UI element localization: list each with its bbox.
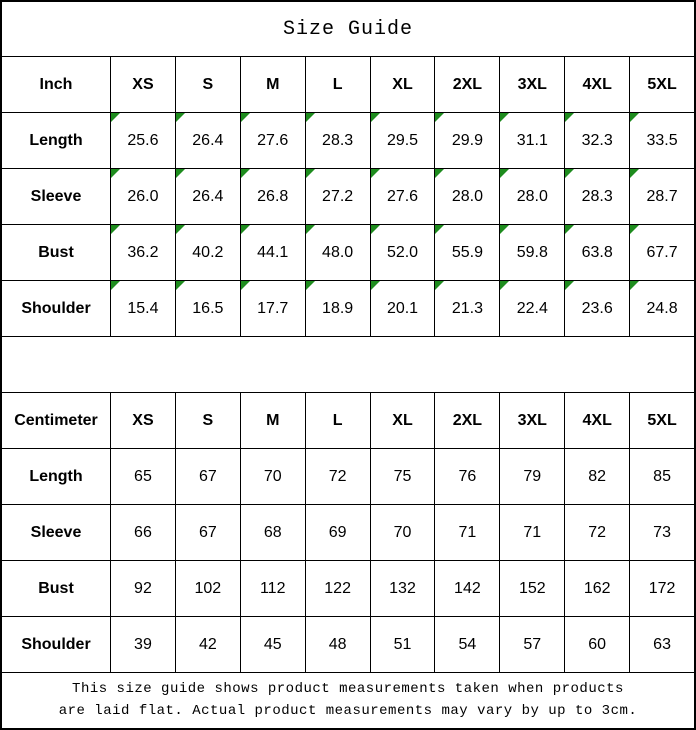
measurement-cell <box>370 505 435 560</box>
measurement-cell-text: 26.4 <box>192 187 224 205</box>
measurement-cell-text: 17.7 <box>257 299 289 317</box>
measurement-cell-text: 152 <box>518 579 546 597</box>
measurement-cell <box>305 225 370 280</box>
measurement-cell-text: 15.4 <box>127 299 159 317</box>
flag-triangle-icon <box>630 169 639 178</box>
size-column-header <box>110 393 175 448</box>
footer-note <box>2 672 694 728</box>
flag-triangle-icon <box>371 225 380 234</box>
flag-triangle-icon <box>176 169 185 178</box>
measurement-cell <box>175 225 240 280</box>
measurement-cell-text: 28.7 <box>646 187 678 205</box>
measurement-cell-text: 42 <box>198 635 217 653</box>
measurement-cell-text: 72 <box>588 523 607 541</box>
size-column-header-text: 2XL <box>452 411 483 429</box>
size-column-header <box>240 393 305 448</box>
flag-triangle-icon <box>565 169 574 178</box>
measurement-cell <box>629 113 694 168</box>
size-column-header-text: S <box>202 75 214 93</box>
size-column-header <box>434 393 499 448</box>
size-column-header <box>305 57 370 112</box>
measurement-cell <box>305 561 370 616</box>
measurement-cell-text: 36.2 <box>127 243 159 261</box>
measurement-cell <box>305 505 370 560</box>
measurement-cell-text: 73 <box>653 523 671 541</box>
flag-triangle-icon <box>306 281 315 290</box>
measurement-cell-text: 52.0 <box>386 243 419 261</box>
flag-triangle-icon <box>241 113 250 122</box>
measurement-cell <box>499 169 564 224</box>
size-column-header-text: XS <box>132 411 154 429</box>
measurement-cell-text: 67 <box>198 523 217 541</box>
measurement-cell-text: 27.2 <box>322 187 354 205</box>
measurement-cell-text: 70 <box>263 467 282 485</box>
measurement-row <box>2 280 694 336</box>
title-row <box>2 2 694 56</box>
measurement-cell-text: 23.6 <box>581 299 613 317</box>
measurement-cell <box>110 617 175 672</box>
measurement-cell-text: 79 <box>523 467 542 485</box>
measurement-cell <box>110 505 175 560</box>
flag-triangle-icon <box>500 281 509 290</box>
size-column-header <box>499 57 564 112</box>
measurement-cell <box>305 449 370 504</box>
measurement-cell-text: 69 <box>328 523 347 541</box>
row-label <box>2 169 110 224</box>
measurement-cell <box>629 617 694 672</box>
measurement-cell <box>564 225 629 280</box>
size-column-header <box>175 393 240 448</box>
measurement-cell-text: 54 <box>458 635 477 653</box>
flag-triangle-icon <box>630 113 639 122</box>
measurement-cell-text: 71 <box>523 523 542 541</box>
measurement-cell <box>564 561 629 616</box>
flag-triangle-icon <box>241 169 250 178</box>
measurement-row <box>2 224 694 280</box>
measurement-cell-text: 142 <box>454 579 481 597</box>
measurement-cell-text: 29.5 <box>386 131 419 149</box>
size-column-header-text: 3XL <box>517 75 547 93</box>
measurement-cell-text: 63.8 <box>581 243 613 261</box>
measurement-cell-text: 40.2 <box>192 243 224 261</box>
size-column-header-text: L <box>332 411 343 429</box>
measurement-cell-text: 85 <box>653 467 671 485</box>
measurement-cell <box>370 225 435 280</box>
measurement-cell-text: 92 <box>134 579 152 597</box>
measurement-cell-text: 16.5 <box>192 299 224 317</box>
flag-triangle-icon <box>630 281 639 290</box>
unit-label-text: Inch <box>39 75 73 93</box>
size-column-header <box>370 393 435 448</box>
measurement-row <box>2 560 694 616</box>
flag-triangle-icon <box>435 281 444 290</box>
flag-triangle-icon <box>565 281 574 290</box>
row-label-text: Bust <box>38 579 74 597</box>
measurement-cell-text: 172 <box>648 579 676 597</box>
measurement-cell <box>110 281 175 336</box>
measurement-cell-text: 28.0 <box>451 187 483 205</box>
measurement-cell <box>629 225 694 280</box>
measurement-cell-text: 28.3 <box>322 131 354 149</box>
measurement-cell-text: 63 <box>653 635 671 653</box>
measurement-cell-text: 25.6 <box>127 131 159 149</box>
measurement-cell-text: 60 <box>588 635 607 653</box>
row-label-text: Sleeve <box>30 523 82 541</box>
flag-triangle-icon <box>111 281 120 290</box>
size-column-header-text: M <box>266 411 280 429</box>
measurement-cell-text: 28.0 <box>516 187 548 205</box>
size-column-header <box>629 57 694 112</box>
measurement-cell-text: 76 <box>458 467 477 485</box>
unit-label-text: Centimeter <box>14 411 98 429</box>
measurement-cell <box>564 449 629 504</box>
measurement-cell <box>434 449 499 504</box>
row-label <box>2 449 110 504</box>
flag-triangle-icon <box>500 169 509 178</box>
measurement-cell <box>499 225 564 280</box>
measurement-cell <box>110 169 175 224</box>
measurement-cell <box>499 113 564 168</box>
footer-note-line1: This size guide shows product measurements taken when products <box>72 680 624 697</box>
measurement-cell <box>175 113 240 168</box>
measurement-cell <box>629 281 694 336</box>
unit-label <box>2 57 110 112</box>
measurement-cell <box>370 617 435 672</box>
flag-triangle-icon <box>371 113 380 122</box>
measurement-cell <box>629 449 694 504</box>
measurement-cell <box>175 617 240 672</box>
flag-triangle-icon <box>500 225 509 234</box>
flag-triangle-icon <box>565 113 574 122</box>
measurement-cell <box>240 617 305 672</box>
measurement-cell <box>305 281 370 336</box>
measurement-cell-text: 67.7 <box>646 243 678 261</box>
flag-triangle-icon <box>435 225 444 234</box>
measurement-cell-text: 112 <box>259 579 286 597</box>
measurement-cell-text: 48 <box>328 635 347 653</box>
measurement-cell <box>434 505 499 560</box>
size-column-header-text: M <box>266 75 280 93</box>
size-column-header <box>629 393 694 448</box>
row-label <box>2 561 110 616</box>
measurement-row <box>2 112 694 168</box>
flag-triangle-icon <box>176 225 185 234</box>
size-column-header-text: XL <box>392 75 413 93</box>
measurement-cell <box>629 561 694 616</box>
measurement-cell-text: 65 <box>134 467 152 485</box>
size-column-header <box>370 57 435 112</box>
measurement-row <box>2 168 694 224</box>
flag-triangle-icon <box>306 113 315 122</box>
size-column-header-text: 5XL <box>647 75 677 93</box>
measurement-cell <box>305 169 370 224</box>
measurement-cell <box>175 281 240 336</box>
measurement-cell <box>305 617 370 672</box>
measurement-cell-text: 55.9 <box>451 243 483 261</box>
size-column-header <box>175 57 240 112</box>
measurement-cell-text: 31.1 <box>516 131 548 149</box>
flag-triangle-icon <box>111 225 120 234</box>
measurement-cell-text: 162 <box>583 579 611 597</box>
measurement-cell-text: 26.0 <box>127 187 159 205</box>
measurement-cell <box>499 281 564 336</box>
measurement-cell-text: 27.6 <box>386 187 419 205</box>
measurement-cell-text: 82 <box>588 467 607 485</box>
measurement-cell-text: 32.3 <box>581 131 613 149</box>
measurement-cell <box>175 561 240 616</box>
size-column-header-text: 3XL <box>517 411 547 429</box>
measurement-cell-text: 20.1 <box>386 299 419 317</box>
measurement-cell-text: 22.4 <box>516 299 548 317</box>
flag-triangle-icon <box>630 225 639 234</box>
flag-triangle-icon <box>435 169 444 178</box>
size-column-header-text: XL <box>392 411 413 429</box>
measurement-cell <box>240 113 305 168</box>
measurement-cell-text: 71 <box>458 523 477 541</box>
measurement-cell <box>434 561 499 616</box>
measurement-cell <box>499 449 564 504</box>
flag-triangle-icon <box>306 225 315 234</box>
measurement-cell-text: 122 <box>324 579 351 597</box>
footer-note-line2: are laid flat. Actual product measurements may vary by up to 3cm. <box>58 702 638 719</box>
measurement-cell <box>110 449 175 504</box>
measurement-cell <box>564 281 629 336</box>
measurement-cell <box>370 449 435 504</box>
measurement-cell <box>434 617 499 672</box>
size-column-header <box>305 393 370 448</box>
flag-triangle-icon <box>176 113 185 122</box>
size-column-header <box>434 57 499 112</box>
measurement-cell-text: 132 <box>389 579 416 597</box>
flag-triangle-icon <box>500 113 509 122</box>
measurement-cell <box>564 617 629 672</box>
flag-triangle-icon <box>176 281 185 290</box>
measurement-cell-text: 48.0 <box>322 243 354 261</box>
measurement-cell <box>564 113 629 168</box>
measurement-cell-text: 72 <box>328 467 347 485</box>
measurement-cell <box>240 281 305 336</box>
measurement-cell-text: 70 <box>393 523 412 541</box>
measurement-cell-text: 66 <box>134 523 152 541</box>
measurement-cell <box>110 561 175 616</box>
size-column-header <box>564 57 629 112</box>
flag-triangle-icon <box>306 169 315 178</box>
measurement-cell <box>434 225 499 280</box>
measurement-cell <box>305 113 370 168</box>
size-column-header <box>564 393 629 448</box>
measurement-cell <box>175 505 240 560</box>
row-label-text: Bust <box>38 243 74 261</box>
row-label-text: Sleeve <box>30 187 82 205</box>
measurement-cell <box>434 281 499 336</box>
page-title: Size Guide <box>282 17 414 41</box>
measurement-cell <box>110 225 175 280</box>
measurement-cell <box>499 617 564 672</box>
row-label-text: Shoulder <box>21 299 91 317</box>
flag-triangle-icon <box>241 225 250 234</box>
flag-triangle-icon <box>435 113 444 122</box>
size-column-header-text: 5XL <box>647 411 677 429</box>
size-column-header-text: 2XL <box>452 75 483 93</box>
measurement-cell <box>370 169 435 224</box>
measurement-cell <box>240 505 305 560</box>
measurement-cell <box>110 113 175 168</box>
measurement-cell <box>434 113 499 168</box>
measurement-cell <box>499 505 564 560</box>
row-label <box>2 617 110 672</box>
row-label <box>2 113 110 168</box>
size-column-header-text: XS <box>132 75 154 93</box>
row-label <box>2 505 110 560</box>
measurement-cell-text: 39 <box>134 635 152 653</box>
measurement-cell-text: 28.3 <box>581 187 613 205</box>
measurement-cell-text: 24.8 <box>646 299 678 317</box>
measurement-row <box>2 448 694 504</box>
flag-triangle-icon <box>371 281 380 290</box>
measurement-cell <box>240 561 305 616</box>
measurement-row <box>2 504 694 560</box>
flag-triangle-icon <box>241 281 250 290</box>
unit-label <box>2 393 110 448</box>
spacer-row <box>2 336 694 392</box>
measurement-row <box>2 616 694 672</box>
size-column-header-text: 4XL <box>582 75 612 93</box>
measurement-cell-text: 21.3 <box>451 299 483 317</box>
row-label-text: Shoulder <box>21 635 91 653</box>
size-column-header <box>499 393 564 448</box>
measurement-cell-text: 67 <box>198 467 217 485</box>
measurement-cell <box>629 505 694 560</box>
measurement-cell <box>564 169 629 224</box>
measurement-cell-text: 45 <box>263 635 282 653</box>
flag-triangle-icon <box>111 169 120 178</box>
flag-triangle-icon <box>371 169 380 178</box>
size-column-header <box>240 57 305 112</box>
measurement-cell <box>370 113 435 168</box>
row-label <box>2 225 110 280</box>
measurement-cell-text: 33.5 <box>646 131 678 149</box>
measurement-cell <box>240 225 305 280</box>
measurement-cell-text: 44.1 <box>257 243 289 261</box>
size-column-header-text: L <box>332 75 343 93</box>
size-column-header-text: S <box>202 411 214 429</box>
measurement-cell <box>175 449 240 504</box>
row-label-text: Length <box>29 467 83 485</box>
measurement-cell-text: 51 <box>393 635 412 653</box>
measurement-cell <box>564 505 629 560</box>
measurement-cell <box>370 281 435 336</box>
row-label-text: Length <box>29 131 83 149</box>
measurement-cell <box>370 561 435 616</box>
measurement-cell <box>629 169 694 224</box>
measurement-cell-text: 57 <box>523 635 542 653</box>
flag-triangle-icon <box>111 113 120 122</box>
measurement-cell-text: 75 <box>393 467 412 485</box>
measurement-cell-text: 18.9 <box>322 299 354 317</box>
measurement-cell <box>240 169 305 224</box>
measurement-cell-text: 26.4 <box>192 131 224 149</box>
measurement-cell <box>240 449 305 504</box>
measurement-cell-text: 68 <box>263 523 282 541</box>
measurement-cell <box>499 561 564 616</box>
measurement-cell-text: 26.8 <box>257 187 289 205</box>
flag-triangle-icon <box>565 225 574 234</box>
measurement-cell-text: 29.9 <box>451 131 483 149</box>
measurement-cell-text: 59.8 <box>516 243 548 261</box>
measurement-cell-text: 27.6 <box>257 131 289 149</box>
measurement-cell-text: 102 <box>194 579 222 597</box>
size-header-row <box>2 392 694 448</box>
measurement-cell <box>434 169 499 224</box>
row-label <box>2 281 110 336</box>
measurement-cell <box>175 169 240 224</box>
size-column-header <box>110 57 175 112</box>
size-header-row <box>2 56 694 112</box>
size-column-header-text: 4XL <box>582 411 612 429</box>
